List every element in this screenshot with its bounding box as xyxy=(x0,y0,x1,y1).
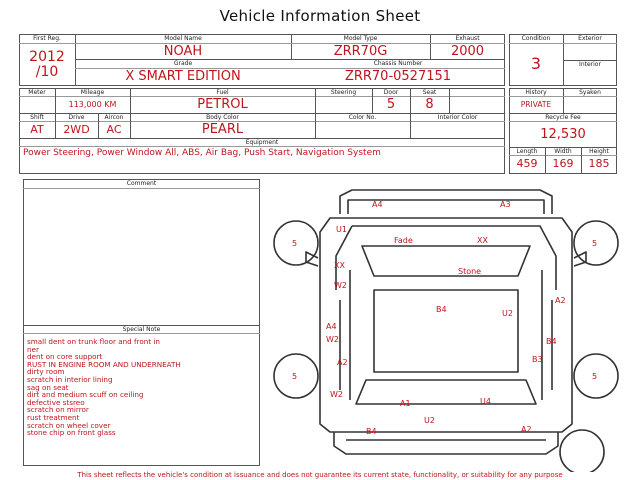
meter-label: Meter xyxy=(28,89,46,96)
color-no-label: Color No. xyxy=(348,114,377,121)
drive-value: 2WD xyxy=(63,123,90,136)
grade-value: X SMART EDITION xyxy=(125,69,241,84)
model-name-value: NOAH xyxy=(163,44,203,59)
car-damage-diagram xyxy=(262,180,622,472)
mileage-label: Mileage xyxy=(80,89,105,96)
mark-xx-roof: XX xyxy=(477,236,488,245)
shift-label: Shift xyxy=(30,114,44,121)
exterior-label: Exterior xyxy=(578,35,602,42)
mark-wheel-rl: 5 xyxy=(292,372,298,381)
history-label: History xyxy=(525,89,547,96)
fuel-label: Fuel xyxy=(216,89,229,96)
first-reg-label: First Reg. xyxy=(33,35,61,42)
interior-color-label: Interior Color xyxy=(437,114,478,121)
height-value: 185 xyxy=(588,157,610,170)
list-item: dirty room xyxy=(27,367,65,377)
list-item: scratch in interior lining xyxy=(27,375,113,384)
recycle-fee-value: 12,530 xyxy=(540,127,586,142)
equipment-label: Equipment xyxy=(245,139,279,146)
mark-b4-bottom-left: B4 xyxy=(366,427,377,436)
mark-a3-top: A3 xyxy=(500,200,511,209)
door-label: Door xyxy=(383,89,399,96)
model-type-value: ZRR70G xyxy=(333,44,388,59)
height-label: Height xyxy=(589,148,609,155)
mileage-value: 113,000 KM xyxy=(68,100,117,109)
drive-label: Drive xyxy=(68,114,85,121)
door-value: 5 xyxy=(386,97,396,112)
seat-value: 8 xyxy=(425,97,434,112)
mark-fade: Fade xyxy=(394,236,413,245)
mark-xx-left: XX xyxy=(334,261,345,270)
mark-w2-left-low: W2 xyxy=(330,390,343,399)
mark-a2-bottom-right: A2 xyxy=(521,425,532,434)
condition-label: Condition xyxy=(521,35,551,42)
mark-stone: Stone xyxy=(458,267,482,276)
list-item: ner xyxy=(27,344,39,354)
shift-value: AT xyxy=(30,123,44,136)
first-reg-year: 2012 xyxy=(29,49,65,65)
body-color-label: Body Color xyxy=(206,114,239,121)
model-name-label: Model Name xyxy=(164,35,202,42)
list-item: defective stsreo xyxy=(27,397,85,407)
condition-value: 3 xyxy=(530,54,542,73)
mark-u4-bottom: U4 xyxy=(480,397,491,406)
exhaust-value: 2000 xyxy=(450,44,485,59)
mark-wheel-fl: 5 xyxy=(292,239,298,248)
special-notes-list xyxy=(27,337,257,438)
fuel-value: PETROL xyxy=(197,97,248,112)
sheet-title: Vehicle Information Sheet xyxy=(219,7,421,25)
steering-label: Steering xyxy=(330,89,357,96)
mark-a4-left: A4 xyxy=(326,322,337,331)
first-reg-month: /10 xyxy=(35,64,59,80)
length-label: Length xyxy=(516,148,538,155)
mark-a4-top: A4 xyxy=(372,200,383,209)
mark-a1-bottom: A1 xyxy=(400,399,411,408)
aircon-label: Aircon xyxy=(104,114,124,121)
aircon-value: AC xyxy=(106,123,122,136)
mark-wheel-rr: 5 xyxy=(592,372,598,381)
syaken-label: Syaken xyxy=(579,89,601,96)
comment-label: Comment xyxy=(126,180,157,187)
interior-label: Interior xyxy=(579,61,601,68)
mark-u1: U1 xyxy=(336,225,347,234)
mark-w2-left-mid: W2 xyxy=(326,335,339,344)
chassis-number-label: Chassis Number xyxy=(373,60,423,67)
mark-b4-center: B4 xyxy=(436,305,447,314)
mark-wheel-fr: 5 xyxy=(592,239,598,248)
grade-label: Grade xyxy=(173,60,193,67)
disclaimer-footer: This sheet reflects the vehicle's condition at issuance and does not guarantee its current state, functionality, or suitability for any purpose xyxy=(77,471,563,479)
mark-w2-left-upper: W2 xyxy=(334,281,347,290)
list-item: dirt and medium scuff on ceiling xyxy=(27,390,144,400)
length-value: 459 xyxy=(516,157,538,170)
list-item: scratch on wheel cover xyxy=(27,420,111,430)
special-note-label: Special Note xyxy=(122,326,161,333)
body-color-value: PEARL xyxy=(201,122,244,137)
list-item: sag on seat xyxy=(27,382,69,392)
exhaust-label: Exhaust xyxy=(455,35,480,42)
history-value: PRIVATE xyxy=(520,100,552,109)
mark-a2-left: A2 xyxy=(337,358,348,367)
list-item: rust treatment xyxy=(27,413,80,422)
equipment-value: Power Steering, Power Window All, ABS, Air Bag, Push Start, Navigation System xyxy=(23,148,381,158)
mark-b3-right: B3 xyxy=(532,355,543,364)
chassis-number-value: ZRR70-0527151 xyxy=(344,69,452,84)
width-value: 169 xyxy=(552,157,574,170)
list-item: stone chip on front glass xyxy=(27,428,116,438)
mark-b4-right: B4 xyxy=(546,337,557,346)
list-item: scratch on mirror xyxy=(27,405,89,415)
mark-a2-right: A2 xyxy=(555,296,566,305)
width-label: Width xyxy=(554,148,572,155)
model-type-label: Model Type xyxy=(343,35,378,42)
list-item: dent on core support xyxy=(27,352,103,362)
list-item: RUST IN ENGINE ROOM AND UNDERNEATH xyxy=(27,359,181,369)
seat-label: Seat xyxy=(422,89,437,96)
recycle-fee-label: Recycle Fee xyxy=(545,114,581,121)
mark-u2-bottom: U2 xyxy=(424,416,435,425)
list-item: small dent on trunk floor and front in xyxy=(27,337,160,346)
mark-u2-right: U2 xyxy=(502,309,513,318)
